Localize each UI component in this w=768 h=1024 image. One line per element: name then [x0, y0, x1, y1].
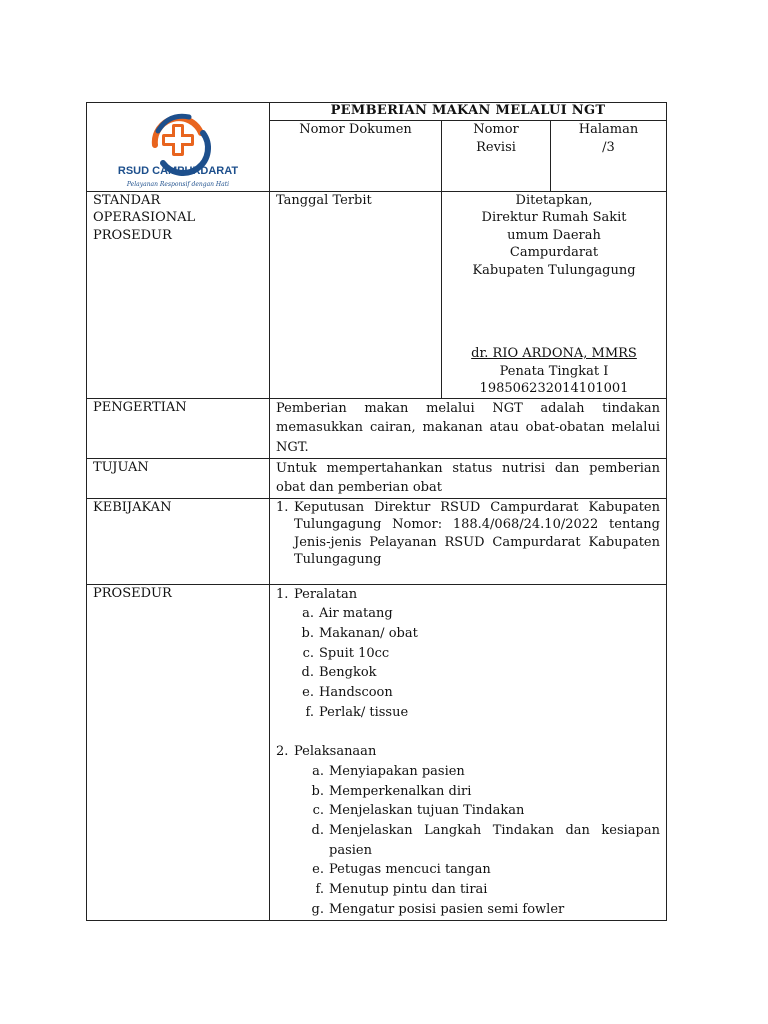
sop-label-cell: [87, 191, 270, 398]
sop-document-table: [86, 102, 667, 921]
list-item: e. Handscoon: [302, 685, 393, 701]
nomor-dokumen-label: Nomor Dokumen: [299, 122, 412, 138]
tujuan-text: Untuk mempertahankan status nutrisi dan pemberian obat dan pemberian obat: [270, 458, 667, 498]
halaman-label: Halaman: [578, 122, 639, 138]
pengertian-label-cell: [87, 398, 270, 458]
logo-name: RSUD CAMPURDARAT: [117, 165, 239, 177]
pengertian-label: PENGERTIAN: [93, 399, 187, 415]
logo-cell: [87, 103, 270, 192]
prosedur-cell: [270, 584, 667, 920]
sop-label-line-3: PROSEDUR: [93, 227, 172, 243]
nomor-revisi-cell: [442, 121, 551, 191]
kebijakan-label-cell: [87, 498, 270, 584]
list-item: b. Makanan/ obat: [301, 625, 418, 641]
signer-rank: Penata Tingkat I: [499, 363, 609, 379]
tujuan-label: TUJUAN: [93, 459, 149, 475]
list-item: f. Perlak/ tissue: [305, 704, 409, 720]
list-item: a. Air matang: [302, 606, 393, 622]
prosedur-label-cell: [87, 584, 270, 920]
list-item: g. Mengatur posisi pasien semi fowler: [311, 901, 565, 917]
pelaksanaan-list: [276, 762, 660, 920]
peralatan-title: Peralatan: [294, 586, 358, 602]
signer-nip: 198506232014101001: [479, 381, 629, 396]
list-item: c. Menjelaskan tujuan Tindakan: [312, 803, 525, 819]
nomor-revisi-label-2: Revisi: [476, 139, 516, 155]
sop-label-line-1: STANDAR: [93, 192, 161, 208]
direktur-line-4: Kabupaten Tulungagung: [472, 262, 636, 278]
logo-tagline: Pelayanan Responsif dengan Hati: [126, 181, 230, 188]
halaman-value: /3: [602, 139, 615, 155]
list-item: a. Menyiapakan pasien: [312, 763, 465, 779]
list-item: b. Memperkenalkan diri: [311, 783, 472, 799]
list-item: d. Bengkok: [301, 665, 377, 681]
pelaksanaan-number: 2.: [276, 744, 289, 760]
kebijakan-label: KEBIJAKAN: [93, 499, 172, 515]
ditetapkan-cell: [442, 191, 667, 398]
list-item: c. Spuit 10cc: [302, 645, 390, 661]
pengertian-text: Pemberian makan melalui NGT adalah tindakan memasukkan cairan, makanan atau obat-obatan melalui NGT.: [270, 398, 667, 458]
sop-label-line-2: OPERASIONAL: [93, 210, 196, 225]
tanggal-terbit-label: Tanggal Terbit: [276, 192, 372, 208]
kebijakan-cell: [270, 498, 667, 584]
kebijakan-text: Keputusan Direktur RSUD Campurdarat Kabupaten Tulungagung Nomor: 188.4/068/24.10/2022 tentang Jenis-jenis Pelayanan RSUD Campurdarat Kabupaten Tulungagung: [294, 499, 660, 567]
nomor-revisi-label-1: Nomor: [473, 122, 519, 138]
tanggal-terbit-cell: [270, 191, 442, 398]
prosedur-label: PROSEDUR: [93, 585, 172, 601]
nomor-dokumen-cell: [270, 121, 442, 191]
document-title: PEMBERIAN MAKAN MELALUI NGT: [270, 103, 667, 121]
direktur-line-2: umum Daerah: [507, 227, 601, 243]
list-item: d. Menjelaskan Langkah Tindakan dan kesiapan pasien: [311, 822, 660, 858]
direktur-line-3: Campurdarat: [509, 245, 599, 260]
pelaksanaan-title: Pelaksanaan: [294, 744, 377, 760]
ditetapkan-label: Ditetapkan,: [515, 192, 593, 208]
tujuan-label-cell: [87, 458, 270, 498]
list-item: e. Petugas mencuci tangan: [312, 862, 491, 878]
direktur-line-1: Direktur Rumah Sakit: [481, 210, 627, 225]
peralatan-number: 1.: [276, 586, 289, 602]
peralatan-list: [276, 604, 660, 722]
list-item: f. Menutup pintu dan tirai: [315, 882, 488, 898]
hospital-logo: [103, 103, 253, 188]
signer-name: dr. RIO ARDONA, MMRS: [471, 346, 637, 361]
halaman-cell: [551, 121, 667, 191]
kebijakan-number: 1.: [276, 499, 289, 515]
